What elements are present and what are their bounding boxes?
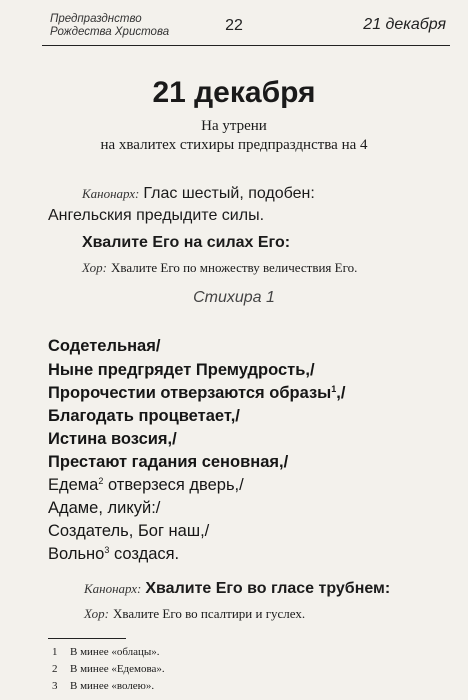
- stichira-verse: [48, 476, 244, 495]
- hor-text: Хвалите Его по множеству величествия Его.: [111, 260, 358, 275]
- footnote: [52, 646, 160, 658]
- footnote-text: В минее «волею».: [70, 680, 155, 692]
- footnote-text: В минее «Едемова».: [70, 663, 165, 675]
- kanonarh-label: Канонарх:: [82, 186, 140, 201]
- hor-line: [82, 259, 357, 277]
- verse-text: Вольно: [48, 545, 105, 563]
- header-divider: [42, 45, 450, 46]
- verse-text: Едема: [48, 476, 99, 494]
- closing-kanonarh-line: [84, 580, 390, 598]
- verse-line: Хвалите Его на силах Его:: [82, 234, 291, 251]
- stichira-verse: Ныне предгрядет Премудрость,/: [48, 361, 315, 379]
- section-subtitle: на хвалитех стихиры предпразднства на 4: [100, 137, 368, 153]
- service-subtitle: На утрени: [201, 118, 267, 134]
- stichira-heading: Стихира 1: [193, 289, 275, 306]
- footnote-ref: 1: [331, 384, 337, 394]
- verse-text-end: отверзеся дверь,/: [103, 476, 244, 494]
- verse-text: Пророчестии отверзаются образы: [48, 384, 332, 402]
- stichira-verse: [48, 545, 179, 564]
- verse-text-end: создася.: [109, 545, 180, 563]
- stichira-verse: Престают гадания сеновная,/: [48, 453, 289, 471]
- stichira-verse: Содетельная/: [48, 337, 161, 355]
- footnote-number: 2: [52, 663, 58, 675]
- footnote: [52, 680, 154, 692]
- stichira-verse: Создатель, Бог наш,/: [48, 522, 210, 540]
- verse-text-end: ,/: [336, 384, 346, 402]
- kanonarh-label: Канонарх:: [84, 581, 142, 596]
- footnote-text: В минее «облацы».: [70, 646, 160, 658]
- footnote-divider: [48, 638, 126, 639]
- page-title: 21 декабря: [152, 76, 316, 109]
- running-header-line2: Рождества Христова: [50, 26, 170, 38]
- footnote-ref: 2: [98, 476, 104, 486]
- footnote-number: 1: [52, 646, 58, 658]
- stichira-verse: Адаме, ликуй:/: [48, 499, 161, 517]
- stichira-verse: Истина возсия,/: [48, 430, 177, 448]
- hor-label: Хор:: [82, 260, 108, 275]
- kanonarh-text: Глас шестый, подобен:: [143, 185, 315, 202]
- hor-label: Хор:: [84, 606, 110, 621]
- kanonarh-line: [82, 185, 315, 203]
- running-header-right: 21 декабря: [363, 16, 446, 33]
- footnote: [52, 663, 165, 675]
- podoben-line: Ангельския предыдите силы.: [48, 207, 265, 224]
- closing-hor-line: [84, 605, 305, 623]
- kanonarh-text: Хвалите Его во гласе трубнем:: [145, 580, 391, 597]
- stichira-verse: [48, 384, 345, 403]
- stichira-verse: Благодать процветает,/: [48, 407, 240, 425]
- footnote-number: 3: [52, 680, 58, 692]
- running-header-line1: Предпразднство: [50, 13, 142, 25]
- hor-text: Хвалите Его во псалтири и гуслех.: [113, 606, 306, 621]
- page-number: 22: [225, 17, 243, 34]
- footnote-ref: 3: [104, 545, 110, 555]
